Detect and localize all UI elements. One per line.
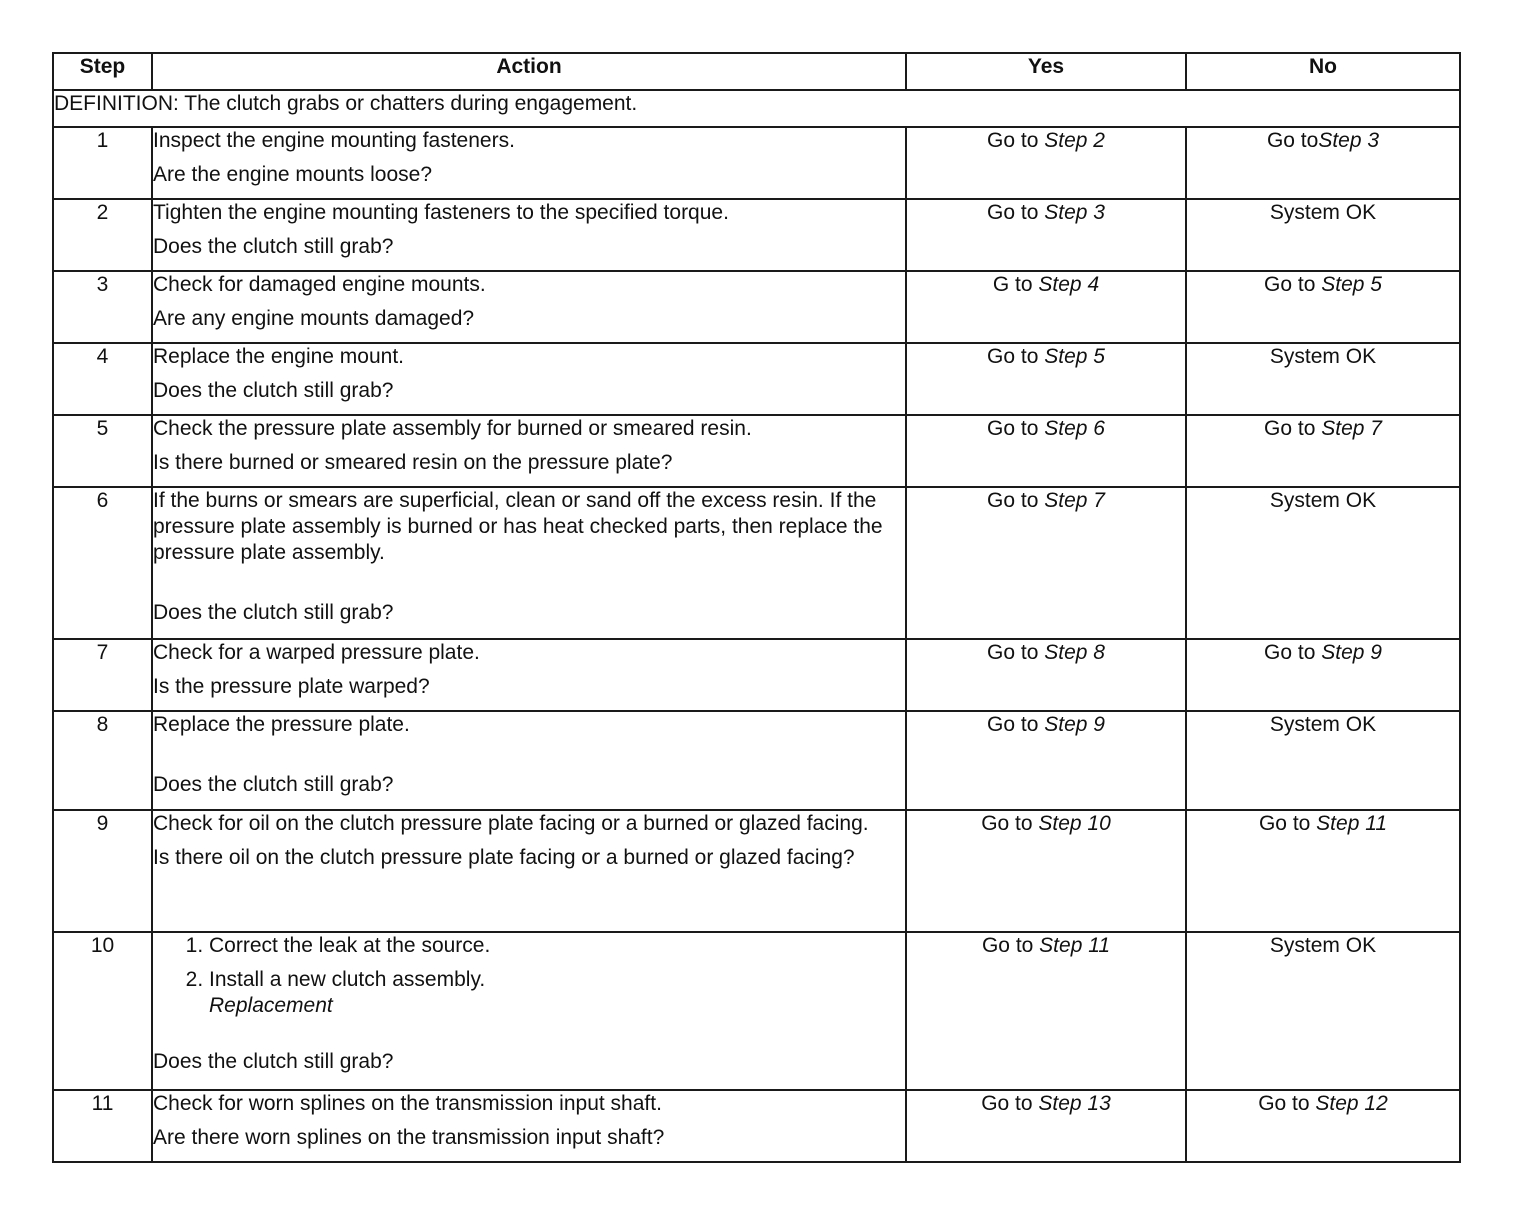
yes-step-link[interactable]: Step 6 (1044, 417, 1105, 440)
yes-step-link[interactable]: Step 8 (1044, 641, 1105, 664)
yes-step-link[interactable]: Step 10 (1038, 812, 1111, 835)
no-text: Go to (1264, 417, 1322, 440)
action-cell (152, 487, 906, 639)
action-question: Is the pressure plate warped? (153, 675, 430, 698)
no-step-link[interactable]: Step 3 (1318, 129, 1380, 152)
table-row (53, 415, 1460, 487)
action-question: Does the clutch still grab? (153, 601, 394, 624)
action-cell (152, 415, 906, 487)
table-row (53, 639, 1460, 711)
no-text: System OK (1269, 201, 1377, 224)
table-row (53, 127, 1460, 199)
no-cell (1186, 415, 1460, 487)
action-question: Are any engine mounts damaged? (153, 307, 475, 330)
yes-text: Go to (987, 713, 1045, 736)
yes-cell (906, 127, 1186, 199)
definition-row (53, 90, 1460, 127)
yes-step-link[interactable]: Step 7 (1044, 489, 1105, 512)
action-cell (152, 810, 906, 932)
yes-step-link[interactable]: Step 5 (1044, 345, 1105, 368)
no-text: Go to (1258, 812, 1317, 835)
action-cell (152, 639, 906, 711)
no-cell (1186, 810, 1460, 932)
no-cell (1186, 199, 1460, 271)
no-step-link[interactable]: Step 12 (1315, 1092, 1388, 1115)
yes-text: Go to (987, 345, 1045, 368)
list-item-text: Install a new clutch assembly. (209, 968, 486, 991)
action-check: Check for a warped pressure plate. (153, 641, 480, 664)
action-question: Does the clutch still grab? (153, 1050, 394, 1073)
action-check: If the burns or smears are superficial, clean or sand off the excess resin. If the pressure plate assembly is burned or has heat checked parts, then replace the pressure plate assembly. (153, 489, 883, 564)
no-cell (1186, 271, 1460, 343)
yes-step-link[interactable]: Step 2 (1044, 129, 1105, 152)
no-cell (1186, 932, 1460, 1090)
no-cell (1186, 639, 1460, 711)
action-cell (152, 343, 906, 415)
yes-cell (906, 271, 1186, 343)
replacement-link[interactable]: Replacement (209, 994, 333, 1017)
no-cell (1186, 127, 1460, 199)
yes-text: G to (992, 273, 1039, 296)
no-text: System OK (1269, 345, 1377, 368)
table-row (53, 343, 1460, 415)
step-number: 9 (53, 810, 152, 932)
yes-step-link[interactable]: Step 13 (1038, 1092, 1111, 1115)
yes-cell (906, 343, 1186, 415)
yes-text: Go to (981, 812, 1039, 835)
header-no: No (1186, 53, 1460, 90)
yes-cell (906, 415, 1186, 487)
no-text: Go to (1266, 129, 1319, 152)
action-cell (152, 199, 906, 271)
header-yes: Yes (906, 53, 1186, 90)
table-row (53, 487, 1460, 639)
yes-text: Go to (981, 1092, 1039, 1115)
yes-step-link[interactable]: Step 9 (1044, 713, 1105, 736)
step-number: 3 (53, 271, 152, 343)
yes-cell (906, 932, 1186, 1090)
diagnostic-table (52, 52, 1461, 1163)
no-text: System OK (1269, 934, 1377, 957)
table-row (53, 932, 1460, 1090)
table-row (53, 1090, 1460, 1162)
no-text: Go to (1264, 273, 1322, 296)
step-number: 8 (53, 711, 152, 810)
yes-cell (906, 1090, 1186, 1162)
list-item-text: Correct the leak at the source. (209, 934, 491, 957)
action-question: Does the clutch still grab? (153, 773, 394, 796)
table-row (53, 810, 1460, 932)
step-number: 10 (53, 932, 152, 1090)
step-number: 1 (53, 127, 152, 199)
no-cell (1186, 487, 1460, 639)
header-step: Step (53, 53, 152, 90)
yes-text: Go to (981, 934, 1040, 957)
action-check: Inspect the engine mounting fasteners. (153, 129, 515, 152)
step-number: 5 (53, 415, 152, 487)
no-step-link[interactable]: Step 11 (1316, 812, 1388, 835)
action-check: Check for worn splines on the transmission input shaft. (153, 1092, 662, 1115)
action-check: Check for damaged engine mounts. (153, 273, 486, 296)
no-cell (1186, 1090, 1460, 1162)
action-question: Are there worn splines on the transmission input shaft? (153, 1126, 665, 1149)
yes-cell (906, 711, 1186, 810)
no-step-link[interactable]: Step 9 (1321, 641, 1382, 664)
action-check: Replace the engine mount. (153, 345, 405, 368)
yes-text: Go to (987, 129, 1045, 152)
action-question: Is there oil on the clutch pressure plate facing or a burned or glazed facing? (153, 846, 855, 869)
step-number: 4 (53, 343, 152, 415)
action-cell (152, 932, 906, 1090)
no-step-link[interactable]: Step 5 (1321, 273, 1382, 296)
no-step-link[interactable]: Step 7 (1321, 417, 1382, 440)
action-cell (152, 127, 906, 199)
action-check: Check the pressure plate assembly for burned or smeared resin. (153, 417, 752, 440)
action-question: Does the clutch still grab? (153, 379, 394, 402)
list-item (209, 933, 905, 959)
yes-step-link[interactable]: Step 11 (1039, 934, 1111, 957)
action-question: Does the clutch still grab? (153, 235, 394, 258)
action-cell (152, 271, 906, 343)
yes-text: Go to (987, 201, 1045, 224)
table-row (53, 199, 1460, 271)
action-check: Replace the pressure plate. (153, 713, 410, 736)
yes-text: Go to (987, 641, 1045, 664)
yes-cell (906, 199, 1186, 271)
action-list (153, 933, 905, 1019)
yes-step-link[interactable]: Step 4 (1038, 273, 1100, 296)
action-question: Are the engine mounts loose? (153, 163, 433, 186)
yes-cell (906, 639, 1186, 711)
no-cell (1186, 711, 1460, 810)
header-row (53, 53, 1460, 90)
no-text: Go to (1258, 1092, 1316, 1115)
no-cell (1186, 343, 1460, 415)
action-cell (152, 711, 906, 810)
definition-text: DEFINITION: The clutch grabs or chatters during engagement. (53, 90, 1460, 127)
no-text: Go to (1264, 641, 1322, 664)
action-question: Is there burned or smeared resin on the pressure plate? (153, 451, 673, 474)
step-number: 2 (53, 199, 152, 271)
yes-cell (906, 810, 1186, 932)
yes-step-link[interactable]: Step 3 (1044, 201, 1105, 224)
table-row (53, 271, 1460, 343)
yes-cell (906, 487, 1186, 639)
action-cell (152, 1090, 906, 1162)
step-number: 7 (53, 639, 152, 711)
no-text: System OK (1269, 713, 1377, 736)
no-text: System OK (1269, 489, 1377, 512)
action-check: Check for oil on the clutch pressure plate facing or a burned or glazed facing. (153, 812, 869, 835)
step-number: 11 (53, 1090, 152, 1162)
yes-text: Go to (987, 489, 1045, 512)
header-action: Action (152, 53, 906, 90)
yes-text: Go to (987, 417, 1045, 440)
list-item (209, 967, 905, 1019)
table-row (53, 711, 1460, 810)
step-number: 6 (53, 487, 152, 639)
action-check: Tighten the engine mounting fasteners to the specified torque. (153, 201, 729, 224)
